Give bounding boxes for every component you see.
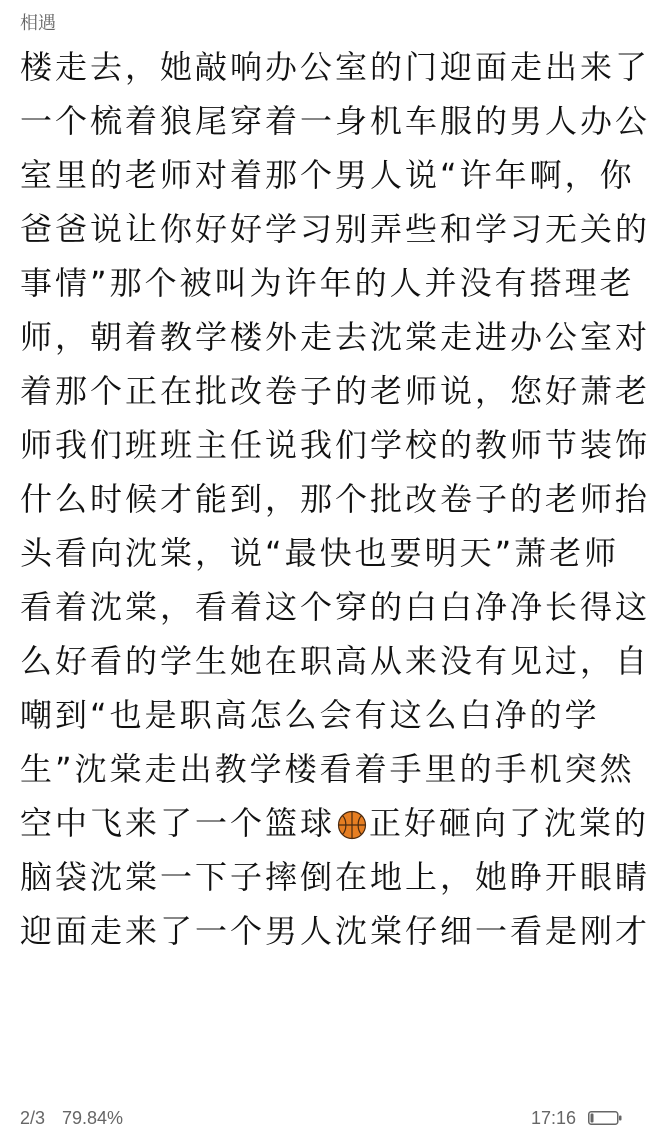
basketball-icon bbox=[337, 802, 367, 832]
text-line: 什么时候才能到，那个批改卷子的老师抬 bbox=[20, 480, 650, 518]
text-line: 头看向沈棠，说“最快也要明天”萧老师 bbox=[20, 534, 620, 572]
text-line: 着那个正在批改卷子的老师说，您好萧老 bbox=[20, 372, 650, 410]
text-line: 迎面走来了一个男人沈棠仔细一看是刚才 bbox=[20, 912, 650, 950]
text-line: 师我们班班主任说我们学校的教师节装饰 bbox=[20, 426, 650, 464]
text-line: 爸爸说让你好好学习别弄些和学习无关的 bbox=[20, 210, 650, 248]
text-line: 室里的老师对着那个男人说“许年啊，你 bbox=[20, 156, 635, 194]
reader-text-area[interactable] bbox=[20, 40, 650, 958]
text-line: 看着沈棠，看着这个穿的白白净净长得这 bbox=[20, 588, 650, 626]
page-indicator: 2/3 bbox=[20, 1108, 46, 1128]
text-segment: 正好砸向了沈棠的 bbox=[369, 804, 650, 842]
reader-status-bar bbox=[0, 1098, 640, 1138]
text-line: 楼走去，她敲响办公室的门迎面走出来了 bbox=[20, 48, 650, 86]
text-line-with-icon bbox=[20, 796, 650, 850]
book-title: 相遇 bbox=[20, 13, 56, 34]
text-line: 师，朝着教学楼外走去沈棠走进办公室对 bbox=[20, 318, 650, 356]
text-line: 生”沈棠走出教学楼看着手里的手机突然 bbox=[20, 750, 635, 788]
battery-icon bbox=[588, 1111, 622, 1125]
clock-time: 17:16 bbox=[531, 1108, 577, 1128]
text-line: 么好看的学生她在职高从来没有见过，自 bbox=[20, 642, 650, 680]
text-segment: 空中飞来了一个篮球 bbox=[20, 804, 336, 842]
reading-progress: 79.84% bbox=[62, 1108, 124, 1128]
text-line: 一个梳着狼尾穿着一身机车服的男人办公 bbox=[20, 102, 650, 140]
text-line: 事情”那个被叫为许年的人并没有搭理老 bbox=[20, 264, 635, 302]
text-line: 嘲到“也是职高怎么会有这么白净的学 bbox=[20, 696, 600, 734]
text-line: 脑袋沈棠一下子摔倒在地上，她睁开眼睛 bbox=[20, 858, 650, 896]
